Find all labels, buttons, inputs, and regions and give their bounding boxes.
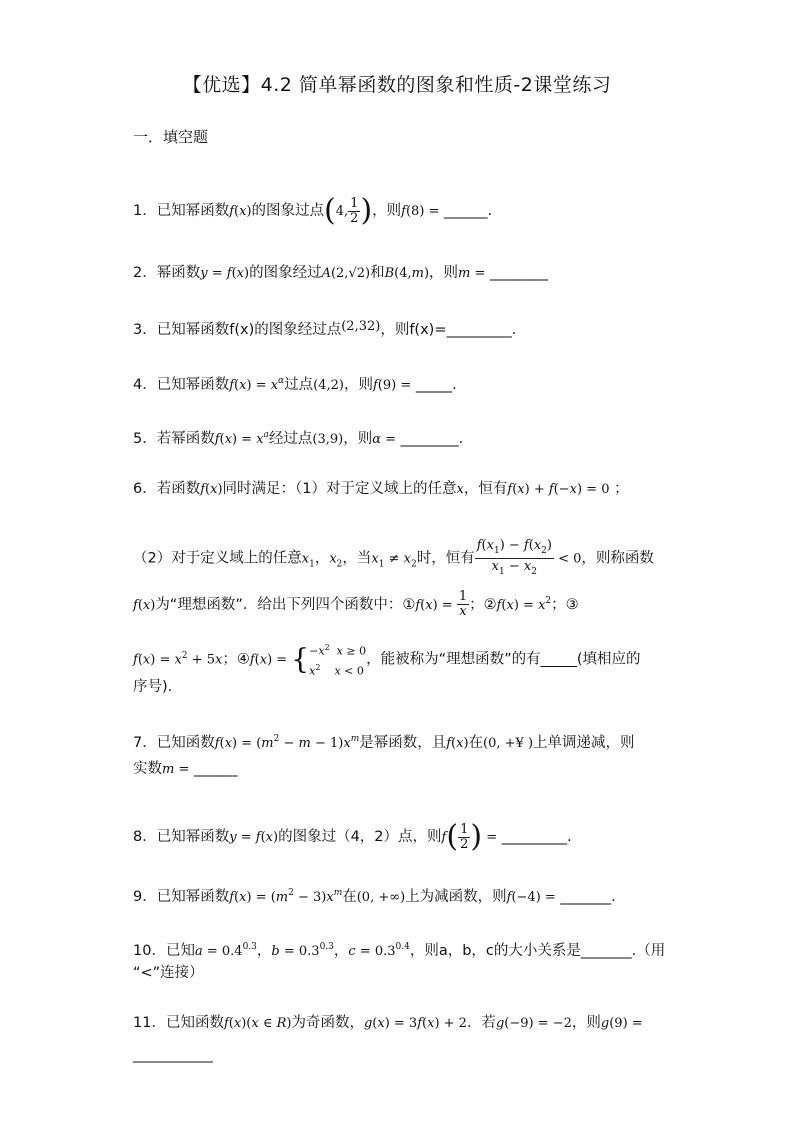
question-5: 5．若幂函数$f(x) = x^a$经过点(3,9)，则α = ________. bbox=[133, 430, 464, 447]
question-11-line-2: ___________ bbox=[133, 1047, 213, 1063]
question-8: 8．已知幂函数y = f(x)的图象过（4，2）点，则f( $\frac{1}{2}$ ) = _________. bbox=[133, 819, 572, 854]
question-7-line-1: 7．已知函数$f(x) = (m^2 - m - 1)x^m$是幂函数，且f(x)在(0, +¥ )上单调递减，则 bbox=[133, 734, 635, 751]
question-6-line-2: （2）对于定义域上的任意$x_1$，$x_2$，当$x_1 \ne x_2$时，恒有 $\frac{f(x_1) - f(x_2)}{x_1 - x_2}$ < 0，则称函数 bbox=[133, 538, 654, 577]
question-4: 4．已知幂函数$f(x) = x^\alpha$过点(4,2)，则f(9) = _____. bbox=[133, 376, 457, 393]
question-7-line-2: 实数m = ______ bbox=[133, 761, 238, 777]
question-11-line-1: 11．已知函数f(x)(x ∈ R)为奇函数，g(x) = 3f(x) + 2．若g(−9) = −2，则g(9) = bbox=[133, 1015, 643, 1031]
section-heading: 一．填空题 bbox=[133, 128, 209, 146]
question-6-line-1: 6．若函数f(x)同时满足：（1）对于定义域上的任意x，恒有f(x) + f(−x) = 0 ； bbox=[133, 481, 629, 497]
question-6-line-3: f(x)为“理想函数”．给出下列四个函数中：①f(x) = $\frac{1}{x}$ ；②f(x) = $x^2$；③ bbox=[133, 589, 579, 620]
question-10-line-2: “<”连接） bbox=[133, 965, 204, 981]
question-1: 1．已知幂函数f(x)的图象过点(4, $\frac{1}{2}$ )，则f(8) = ______. bbox=[133, 193, 493, 228]
question-6-line-4: $f(x) = x^2 + 5x$；④f(x) = { $-x^2$ x ≥ 0 $x^2$ x < 0 ，能被称为“理想函数”的有_____(填相应的 bbox=[133, 642, 641, 678]
page-title: 【优选】4.2 简单幂函数的图象和性质-2课堂练习 bbox=[182, 74, 612, 96]
question-9: 9．已知幂函数$f(x) = (m^2 - 3)x^m$在(0, +∞)上为减函数，则f(−4) = _______. bbox=[133, 888, 616, 905]
question-3: 3．已知幂函数f(x)的图象经过点(2,32)，则f(x)=_________. bbox=[133, 319, 517, 338]
question-10-line-1: 10．已知$a = 0.4^{0.3}$，$b = 0.3^{0.3}$，$c = 0.3^{0.4}$，则a，b，c的大小关系是_______.（用 bbox=[133, 942, 666, 959]
question-6-line-5: 序号). bbox=[133, 679, 173, 695]
question-2: 2．幂函数y = f(x)的图象经过A(2,√2)和B(4,m)，则m = ________ bbox=[133, 265, 548, 281]
